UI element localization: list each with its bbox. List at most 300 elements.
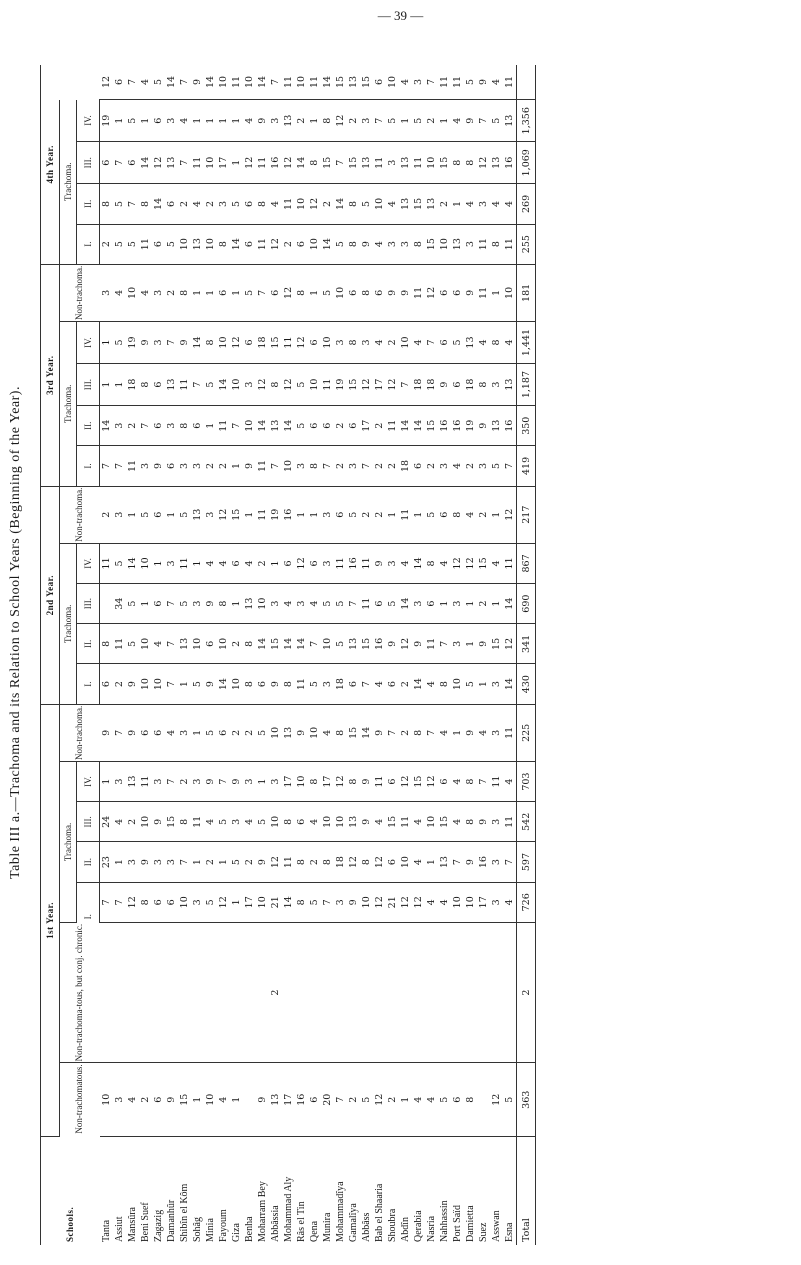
total-label: Total: [517, 1137, 536, 1245]
data-cell: 13: [191, 224, 204, 264]
data-cell: 7: [113, 446, 126, 486]
data-cell: 1: [438, 100, 451, 142]
data-cell: 10: [230, 664, 243, 704]
data-cell: 10: [399, 322, 412, 364]
data-cell: 3: [451, 624, 464, 664]
data-cell: 16: [438, 406, 451, 446]
data-cell: 5: [308, 664, 321, 704]
table-row: [503, 1, 517, 1246]
data-cell: 2: [386, 446, 399, 486]
data-cell: 10: [321, 624, 334, 664]
data-cell: 7: [477, 100, 490, 142]
data-cell: 6: [152, 364, 165, 406]
table-row: [139, 1, 152, 1246]
data-cell: 3: [217, 184, 230, 224]
data-cell: 1: [490, 584, 503, 624]
data-cell: 8: [178, 802, 191, 842]
table-row: [373, 1, 386, 1246]
data-cell: 15: [412, 184, 425, 224]
school-name: Giza: [231, 1223, 242, 1242]
data-cell: 3: [360, 100, 373, 142]
data-cell: 3: [360, 322, 373, 364]
data-cell: 8: [347, 184, 360, 224]
data-cell: [321, 922, 334, 1062]
data-cell: 3: [334, 322, 347, 364]
data-cell: 9: [139, 322, 152, 364]
data-cell: 13: [503, 100, 517, 142]
data-cell: 3: [191, 761, 204, 801]
data-cell: 34: [113, 584, 126, 624]
data-cell: 15: [347, 704, 360, 761]
data-cell: 6: [412, 446, 425, 486]
data-cell: 3: [386, 224, 399, 264]
data-cell: 4: [373, 802, 386, 842]
table-row: [217, 1, 230, 1246]
data-cell: 8: [464, 1063, 477, 1137]
data-cell: 15: [347, 364, 360, 406]
school-name: Qerabia: [413, 1210, 424, 1242]
data-cell: 14: [295, 142, 308, 184]
data-cell: 12: [503, 486, 517, 543]
total-cell: 430: [517, 664, 536, 704]
data-cell: 9: [464, 704, 477, 761]
data-cell: 2: [204, 184, 217, 224]
data-cell: 2: [204, 842, 217, 882]
data-cell: 7: [178, 842, 191, 882]
data-cell: 3: [178, 446, 191, 486]
data-cell: 8: [295, 882, 308, 922]
stage-header: III.: [77, 802, 100, 842]
data-cell: 13: [269, 406, 282, 446]
data-cell: 7: [165, 322, 178, 364]
data-cell: 4: [386, 184, 399, 224]
data-cell: 9: [477, 406, 490, 446]
data-cell: 3: [438, 446, 451, 486]
data-cell: 4: [204, 802, 217, 842]
data-cell: 11: [139, 224, 152, 264]
data-cell: 6: [386, 842, 399, 882]
data-cell: 4: [451, 802, 464, 842]
page-number: — 39 —: [377, 8, 424, 23]
data-cell: 1: [191, 543, 204, 583]
data-cell: 4: [477, 704, 490, 761]
total-row: [517, 1, 536, 1246]
data-cell: 2: [217, 446, 230, 486]
data-cell: 9: [165, 1063, 178, 1137]
data-cell: 6: [113, 65, 126, 100]
data-cell: 11: [412, 264, 425, 321]
data-cell: 11: [503, 543, 517, 583]
data-cell: 9: [256, 1063, 269, 1137]
data-cell: 11: [503, 65, 517, 100]
data-cell: 14: [295, 624, 308, 664]
data-cell: 8: [347, 322, 360, 364]
data-cell: 6: [282, 543, 295, 583]
data-cell: 1: [113, 100, 126, 142]
data-cell: 2: [425, 446, 438, 486]
data-cell: 1: [178, 664, 191, 704]
stage-header: III.: [77, 364, 100, 406]
data-cell: 8: [243, 664, 256, 704]
data-cell: 8: [178, 264, 191, 321]
data-cell: 12: [282, 264, 295, 321]
data-cell: 6: [152, 1063, 165, 1137]
data-cell: 3: [399, 224, 412, 264]
data-cell: 3: [386, 543, 399, 583]
data-cell: 5: [217, 802, 230, 842]
data-cell: 8: [217, 584, 230, 624]
data-cell: 4: [503, 882, 517, 922]
year-header: 4th Year.: [41, 65, 60, 265]
data-cell: 1: [139, 100, 152, 142]
stage-header: I.: [77, 446, 100, 486]
data-cell: 2: [204, 446, 217, 486]
data-cell: 4: [243, 100, 256, 142]
data-cell: 3: [490, 704, 503, 761]
data-cell: 10: [295, 65, 308, 100]
stage-header: IV.: [77, 543, 100, 583]
data-cell: [451, 922, 464, 1062]
data-cell: 7: [100, 882, 114, 922]
data-cell: 2: [360, 486, 373, 543]
data-cell: 1: [191, 100, 204, 142]
table-row: [152, 1, 165, 1246]
data-cell: 8: [308, 142, 321, 184]
data-cell: 6: [334, 486, 347, 543]
data-cell: 14: [321, 224, 334, 264]
school-name: Mohammad Aly: [283, 1176, 294, 1242]
data-cell: 16: [477, 842, 490, 882]
data-cell: 11: [256, 224, 269, 264]
data-cell: 6: [386, 664, 399, 704]
data-cell: 1: [230, 882, 243, 922]
school-name: Abbâss: [361, 1212, 372, 1242]
stage-header: I.: [77, 882, 100, 922]
data-cell: 5: [308, 882, 321, 922]
data-cell: 18: [334, 842, 347, 882]
total-cell: 703: [517, 761, 536, 801]
data-cell: 6: [386, 761, 399, 801]
data-cell: 8: [139, 882, 152, 922]
data-cell: 12: [269, 842, 282, 882]
data-cell: 12: [347, 842, 360, 882]
data-cell: 17: [217, 142, 230, 184]
data-cell: 8: [204, 322, 217, 364]
data-cell: 14: [256, 65, 269, 100]
data-cell: 10: [399, 842, 412, 882]
data-cell: 8: [334, 704, 347, 761]
data-cell: [100, 584, 114, 624]
data-cell: 6: [139, 704, 152, 761]
data-cell: [386, 922, 399, 1062]
table-row: [399, 1, 412, 1246]
data-cell: 3: [412, 584, 425, 624]
total-cell: 225: [517, 704, 536, 761]
data-cell: [503, 922, 517, 1062]
data-cell: 11: [282, 322, 295, 364]
data-cell: 23: [100, 842, 114, 882]
data-cell: 1: [308, 100, 321, 142]
data-cell: 4: [425, 1063, 438, 1137]
data-cell: 1: [191, 842, 204, 882]
data-cell: 10: [360, 882, 373, 922]
data-cell: 8: [217, 224, 230, 264]
data-cell: 5: [438, 1063, 451, 1137]
data-cell: 11: [321, 364, 334, 406]
data-cell: 6: [308, 406, 321, 446]
data-cell: 15: [165, 802, 178, 842]
data-cell: 3: [165, 842, 178, 882]
data-cell: 5: [178, 584, 191, 624]
data-cell: [152, 922, 165, 1062]
data-cell: 3: [126, 842, 139, 882]
data-cell: 11: [490, 761, 503, 801]
data-cell: 1: [477, 664, 490, 704]
data-cell: 1: [113, 842, 126, 882]
total-cell: 1,441: [517, 322, 536, 364]
data-cell: 5: [386, 584, 399, 624]
stage-header: I.: [77, 664, 100, 704]
data-cell: 7: [321, 446, 334, 486]
data-cell: 17: [282, 761, 295, 801]
data-cell: 15: [178, 1063, 191, 1137]
data-cell: 2: [399, 664, 412, 704]
data-cell: [191, 922, 204, 1062]
data-cell: 9: [360, 224, 373, 264]
data-cell: 4: [308, 802, 321, 842]
school-name: Gamalîya: [348, 1203, 359, 1242]
data-cell: 7: [347, 584, 360, 624]
data-cell: 6: [100, 142, 114, 184]
data-cell: 3: [490, 802, 503, 842]
data-cell: 9: [477, 65, 490, 100]
data-cell: 14: [100, 406, 114, 446]
data-cell: 13: [282, 100, 295, 142]
data-cell: 3: [295, 584, 308, 624]
table-row: [490, 1, 503, 1246]
data-cell: 3: [321, 543, 334, 583]
data-cell: 7: [386, 704, 399, 761]
data-cell: 14: [152, 184, 165, 224]
data-cell: 5: [230, 842, 243, 882]
data-cell: 4: [451, 100, 464, 142]
data-cell: 7: [178, 65, 191, 100]
data-cell: 1: [230, 584, 243, 624]
data-cell: 1: [230, 142, 243, 184]
data-cell: 5: [412, 100, 425, 142]
data-cell: 13: [178, 624, 191, 664]
data-cell: 2: [165, 264, 178, 321]
table-row: [334, 1, 347, 1246]
data-cell: 8: [282, 664, 295, 704]
data-cell: 11: [308, 65, 321, 100]
table-title: Table III a.—Trachoma and its Relation to School Years (Beginning of the Year).: [8, 386, 23, 879]
data-cell: 3: [334, 882, 347, 922]
data-cell: 4: [243, 543, 256, 583]
data-cell: 3: [152, 322, 165, 364]
data-cell: 4: [503, 761, 517, 801]
data-cell: 12: [503, 624, 517, 664]
data-cell: 4: [152, 624, 165, 664]
data-cell: 1: [191, 704, 204, 761]
data-cell: 17: [360, 406, 373, 446]
data-cell: 10: [230, 364, 243, 406]
data-cell: 5: [126, 224, 139, 264]
data-cell: 10: [256, 882, 269, 922]
data-cell: 6: [165, 882, 178, 922]
data-cell: 5: [386, 100, 399, 142]
data-cell: 4: [139, 65, 152, 100]
school-name: Moharram Bey: [257, 1181, 268, 1242]
data-cell: 1: [230, 100, 243, 142]
table-row: [165, 1, 178, 1246]
data-cell: 4: [373, 224, 386, 264]
data-cell: 15: [321, 142, 334, 184]
data-cell: 8: [321, 842, 334, 882]
total-cell: 1,069: [517, 142, 536, 184]
data-cell: 7: [165, 664, 178, 704]
data-cell: 18: [412, 364, 425, 406]
data-cell: 13: [438, 842, 451, 882]
total-cell: 350: [517, 406, 536, 446]
data-cell: 4: [126, 1063, 139, 1137]
data-cell: 3: [191, 446, 204, 486]
data-cell: 13: [425, 184, 438, 224]
data-cell: 11: [386, 406, 399, 446]
data-cell: 1: [412, 486, 425, 543]
school-name: Mansûra: [127, 1207, 138, 1242]
data-cell: 12: [399, 624, 412, 664]
data-cell: 9: [126, 664, 139, 704]
data-cell: 3: [204, 486, 217, 543]
data-cell: 3: [100, 264, 114, 321]
data-cell: 14: [191, 322, 204, 364]
data-cell: 12: [464, 543, 477, 583]
data-cell: 9: [243, 446, 256, 486]
data-cell: 12: [126, 882, 139, 922]
data-cell: 4: [399, 65, 412, 100]
data-cell: 7: [165, 761, 178, 801]
data-cell: 12: [360, 364, 373, 406]
data-cell: 10: [204, 1063, 217, 1137]
data-cell: 14: [412, 406, 425, 446]
data-cell: 12: [386, 364, 399, 406]
data-cell: 11: [230, 65, 243, 100]
data-cell: 8: [295, 842, 308, 882]
data-cell: 10: [139, 664, 152, 704]
data-cell: 16: [373, 624, 386, 664]
data-cell: 14: [217, 664, 230, 704]
data-cell: 9: [230, 761, 243, 801]
data-cell: [347, 922, 360, 1062]
data-cell: 5: [490, 100, 503, 142]
data-cell: 8: [360, 264, 373, 321]
data-cell: 13: [347, 624, 360, 664]
data-cell: 2: [399, 704, 412, 761]
data-cell: 6: [373, 65, 386, 100]
data-cell: 6: [165, 184, 178, 224]
data-cell: 14: [165, 65, 178, 100]
data-cell: 10: [243, 406, 256, 446]
data-cell: 13: [243, 584, 256, 624]
data-cell: 19: [269, 486, 282, 543]
data-cell: 9: [178, 322, 191, 364]
data-cell: 7: [477, 761, 490, 801]
data-cell: 5: [204, 882, 217, 922]
data-cell: 3: [152, 842, 165, 882]
data-cell: 14: [503, 664, 517, 704]
data-cell: 2: [386, 322, 399, 364]
data-cell: 6: [321, 406, 334, 446]
school-name: Munira: [322, 1212, 333, 1242]
data-cell: 8: [438, 664, 451, 704]
data-cell: [204, 922, 217, 1062]
school-name: Nasria: [426, 1215, 437, 1242]
data-cell: 3: [269, 584, 282, 624]
data-cell: 10: [269, 802, 282, 842]
data-cell: 9: [464, 842, 477, 882]
data-cell: 5: [464, 664, 477, 704]
data-cell: 4: [464, 486, 477, 543]
data-cell: 14: [412, 543, 425, 583]
data-cell: 3: [490, 882, 503, 922]
data-cell: 1: [464, 624, 477, 664]
data-cell: 8: [464, 761, 477, 801]
data-cell: 5: [126, 584, 139, 624]
data-cell: 12: [230, 322, 243, 364]
trachoma-header: Trachoma.: [60, 543, 77, 704]
total-cell: 217: [517, 486, 536, 543]
data-cell: 12: [373, 1063, 386, 1137]
data-cell: 3: [113, 406, 126, 446]
data-cell: 3: [321, 664, 334, 704]
data-cell: 3: [178, 704, 191, 761]
data-cell: 2: [373, 486, 386, 543]
data-cell: 7: [126, 65, 139, 100]
data-cell: 12: [425, 264, 438, 321]
data-cell: 7: [360, 446, 373, 486]
data-cell: 15: [438, 802, 451, 842]
data-cell: 14: [321, 65, 334, 100]
data-cell: 6: [256, 664, 269, 704]
data-cell: 9: [204, 664, 217, 704]
data-cell: 4: [425, 882, 438, 922]
data-cell: 4: [217, 1063, 230, 1137]
data-cell: 12: [334, 100, 347, 142]
data-cell: 9: [269, 664, 282, 704]
data-cell: 11: [503, 704, 517, 761]
data-cell: 10: [152, 664, 165, 704]
data-cell: 9: [464, 100, 477, 142]
non-trachoma-header: Non-trachoma.: [60, 486, 100, 543]
data-cell: 9: [412, 624, 425, 664]
data-cell: 6: [152, 584, 165, 624]
data-cell: 12: [217, 882, 230, 922]
data-cell: 14: [282, 406, 295, 446]
data-cell: 11: [282, 65, 295, 100]
data-cell: 7: [178, 142, 191, 184]
data-cell: [178, 922, 191, 1062]
data-cell: 6: [100, 664, 114, 704]
data-cell: 6: [451, 1063, 464, 1137]
table-row: [178, 1, 191, 1246]
data-cell: 2: [139, 1063, 152, 1137]
data-cell: 11: [178, 543, 191, 583]
data-cell: 4: [503, 322, 517, 364]
stage-header: III.: [77, 142, 100, 184]
data-cell: 3: [321, 486, 334, 543]
schools-header: Schools.: [41, 1137, 100, 1245]
